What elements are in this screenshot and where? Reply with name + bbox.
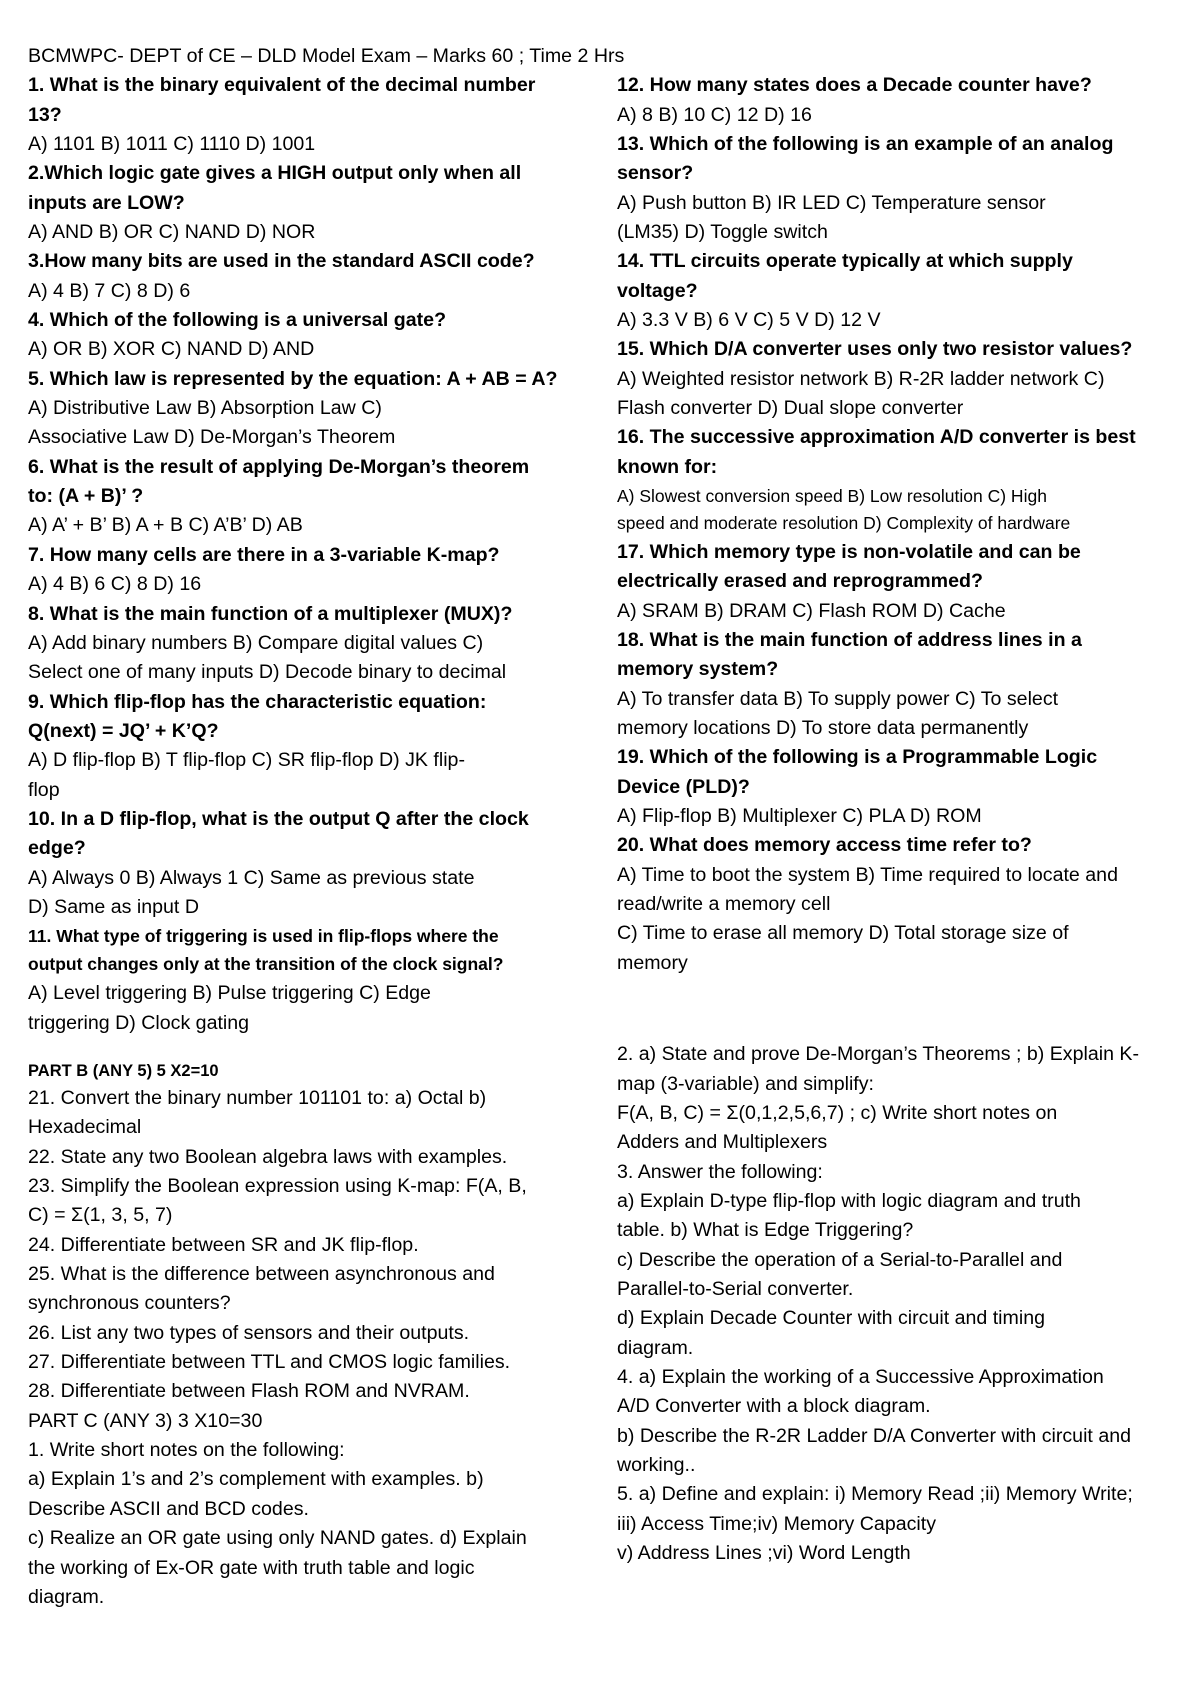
text-line: output changes only at the transition of the clock signal? — [28, 954, 504, 974]
text-line: A) Distributive Law B) Absorption Law C) — [28, 397, 382, 419]
text-line: D) Same as input D — [28, 896, 199, 918]
text-line: table. b) What is Edge Triggering? — [617, 1219, 914, 1241]
text-line: A) Add binary numbers B) Compare digital values C) — [28, 632, 484, 654]
text-line: A) OR B) XOR C) NAND D) AND — [28, 338, 315, 360]
text-line: 16. The successive approximation A/D converter is best — [617, 426, 1136, 448]
text-line: Device (PLD)? — [617, 776, 750, 798]
text-line: 7. How many cells are there in a 3-variable K-map? — [28, 544, 500, 566]
text-line: electrically erased and reprogrammed? — [617, 570, 983, 592]
text-line: 27. Differentiate between TTL and CMOS logic families. — [28, 1351, 511, 1373]
text-line: 20. What does memory access time refer to? — [617, 834, 1032, 856]
text-line: Flash converter D) Dual slope converter — [617, 397, 964, 419]
text-line: 26. List any two types of sensors and their outputs. — [28, 1322, 470, 1344]
text-line: A) Flip-flop B) Multiplexer C) PLA D) ROM — [617, 805, 982, 827]
text-line: A) Weighted resistor network B) R-2R ladder network C) — [617, 368, 1105, 390]
text-line: 25. What is the difference between asynchronous and — [28, 1263, 495, 1285]
text-line: a) Explain 1’s and 2’s complement with examples. b) — [28, 1468, 484, 1490]
text-line: 13? — [28, 104, 62, 126]
text-line: d) Explain Decade Counter with circuit and timing — [617, 1307, 1046, 1329]
text-line: 5. Which law is represented by the equation: A + AB = A? — [28, 368, 558, 390]
text-line: A) AND B) OR C) NAND D) NOR — [28, 221, 316, 243]
text-line: A) SRAM B) DRAM C) Flash ROM D) Cache — [617, 600, 1006, 622]
text-line: Describe ASCII and BCD codes. — [28, 1498, 309, 1520]
text-line: 6. What is the result of applying De-Morgan’s theorem — [28, 456, 530, 478]
text-line: A) D flip-flop B) T flip-flop C) SR flip-flop D) JK flip- — [28, 749, 465, 771]
text-line: the working of Ex-OR gate with truth table and logic — [28, 1557, 475, 1579]
text-line: A) 3.3 V B) 6 V C) 5 V D) 12 V — [617, 309, 881, 331]
text-line: A) To transfer data B) To supply power C) To select — [617, 688, 1059, 710]
text-line: F(A, B, C) = Σ(0,1,2,5,6,7) ; c) Write short notes on — [617, 1102, 1058, 1124]
text-line: A) Always 0 B) Always 1 C) Same as previous state — [28, 867, 475, 889]
text-line: A) 1101 B) 1011 C) 1110 D) 1001 — [28, 133, 316, 155]
text-line: Parallel-to-Serial converter. — [617, 1278, 854, 1300]
text-line: PART B (ANY 5) 5 X2=10 — [28, 1062, 219, 1080]
text-line: known for: — [617, 456, 718, 478]
text-line: 2.Which logic gate gives a HIGH output only when all — [28, 162, 522, 184]
text-line: v) Address Lines ;vi) Word Length — [617, 1542, 911, 1564]
text-line: b) Describe the R-2R Ladder D/A Converter with circuit and — [617, 1425, 1132, 1447]
text-line: A) Push button B) IR LED C) Temperature sensor — [617, 192, 1046, 214]
text-line: a) Explain D-type flip-flop with logic diagram and truth — [617, 1190, 1081, 1212]
text-line: 4. a) Explain the working of a Successive Approximation — [617, 1366, 1104, 1388]
text-line: diagram. — [28, 1586, 105, 1608]
text-line: 22. State any two Boolean algebra laws with examples. — [28, 1146, 508, 1168]
text-line: sensor? — [617, 162, 694, 184]
text-line: 19. Which of the following is a Programmable Logic — [617, 746, 1098, 768]
text-line: 15. Which D/A converter uses only two resistor values? — [617, 338, 1133, 360]
text-line: Q(next) = JQ’ + K’Q? — [28, 720, 219, 742]
text-line: 2. a) State and prove De-Morgan’s Theorems ; b) Explain K- — [617, 1043, 1140, 1065]
text-line: Select one of many inputs D) Decode binary to decimal — [28, 661, 507, 683]
text-line: memory system? — [617, 658, 779, 680]
text-line: memory locations D) To store data permanently — [617, 717, 1029, 739]
text-line: Associative Law D) De-Morgan’s Theorem — [28, 426, 396, 448]
text-line: 1. Write short notes on the following: — [28, 1439, 345, 1461]
text-line: 24. Differentiate between SR and JK flip-flop. — [28, 1234, 419, 1256]
text-line: Adders and Multiplexers — [617, 1131, 828, 1153]
text-line: 8. What is the main function of a multiplexer (MUX)? — [28, 603, 513, 625]
text-line: 11. What type of triggering is used in flip-flops where the — [28, 926, 499, 946]
text-line: working.. — [617, 1454, 696, 1476]
text-line: memory — [617, 952, 688, 974]
text-line: 1. What is the binary equivalent of the decimal number — [28, 74, 536, 96]
text-line: flop — [28, 779, 60, 801]
text-line: A) Time to boot the system B) Time required to locate and — [617, 864, 1118, 886]
text-line: Hexadecimal — [28, 1116, 142, 1138]
text-line: 9. Which flip-flop has the characteristic equation: — [28, 691, 487, 713]
text-line: A) A’ + B’ B) A + B C) A’B’ D) AB — [28, 514, 303, 536]
text-line: 10. In a D flip-flop, what is the output Q after the clock — [28, 808, 529, 830]
text-line: c) Describe the operation of a Serial-to-Parallel and — [617, 1249, 1063, 1271]
text-line: A/D Converter with a block diagram. — [617, 1395, 931, 1417]
text-line: 14. TTL circuits operate typically at which supply — [617, 250, 1073, 272]
text-line: speed and moderate resolution D) Complexity of hardware — [617, 513, 1071, 533]
exam-header: BCMWPC- DEPT of CE – DLD Model Exam – Marks 60 ; Time 2 Hrs — [28, 45, 625, 67]
text-line: A) Slowest conversion speed B) Low resolution C) High — [617, 486, 1047, 506]
text-line: 21. Convert the binary number 101101 to: a) Octal b) — [28, 1087, 487, 1109]
text-line: (LM35) D) Toggle switch — [617, 221, 828, 243]
text-line: diagram. — [617, 1337, 694, 1359]
text-line: inputs are LOW? — [28, 192, 185, 214]
text-line: 3. Answer the following: — [617, 1161, 823, 1183]
text-line: C) Time to erase all memory D) Total storage size of — [617, 922, 1069, 944]
text-line: 23. Simplify the Boolean expression using K-map: F(A, B, — [28, 1175, 527, 1197]
text-line: 12. How many states does a Decade counter have? — [617, 74, 1092, 96]
text-line: 5. a) Define and explain: i) Memory Read ;ii) Memory Write; — [617, 1483, 1133, 1505]
text-line: C) = Σ(1, 3, 5, 7) — [28, 1204, 173, 1226]
text-line: to: (A + B)’ ? — [28, 485, 144, 507]
text-line: A) 4 B) 7 C) 8 D) 6 — [28, 280, 191, 302]
text-line: 3.How many bits are used in the standard ASCII code? — [28, 250, 535, 272]
text-line: map (3-variable) and simplify: — [617, 1073, 874, 1095]
text-line: triggering D) Clock gating — [28, 1012, 250, 1034]
text-line: A) 4 B) 6 C) 8 D) 16 — [28, 573, 202, 595]
text-line: read/write a memory cell — [617, 893, 831, 915]
text-line: edge? — [28, 837, 86, 859]
text-line: A) 8 B) 10 C) 12 D) 16 — [617, 104, 812, 126]
text-line: voltage? — [617, 280, 698, 302]
text-line: 18. What is the main function of address lines in a — [617, 629, 1082, 651]
text-line: c) Realize an OR gate using only NAND gates. d) Explain — [28, 1527, 527, 1549]
text-line: 13. Which of the following is an example of an analog — [617, 133, 1114, 155]
text-line: synchronous counters? — [28, 1292, 231, 1314]
text-line: A) Level triggering B) Pulse triggering C) Edge — [28, 982, 431, 1004]
text-line: iii) Access Time;iv) Memory Capacity — [617, 1513, 937, 1535]
text-line: 4. Which of the following is a universal gate? — [28, 309, 447, 331]
text-line: 28. Differentiate between Flash ROM and NVRAM. — [28, 1380, 470, 1402]
text-line: 17. Which memory type is non-volatile and can be — [617, 541, 1081, 563]
text-line: PART C (ANY 3) 3 X10=30 — [28, 1410, 263, 1432]
